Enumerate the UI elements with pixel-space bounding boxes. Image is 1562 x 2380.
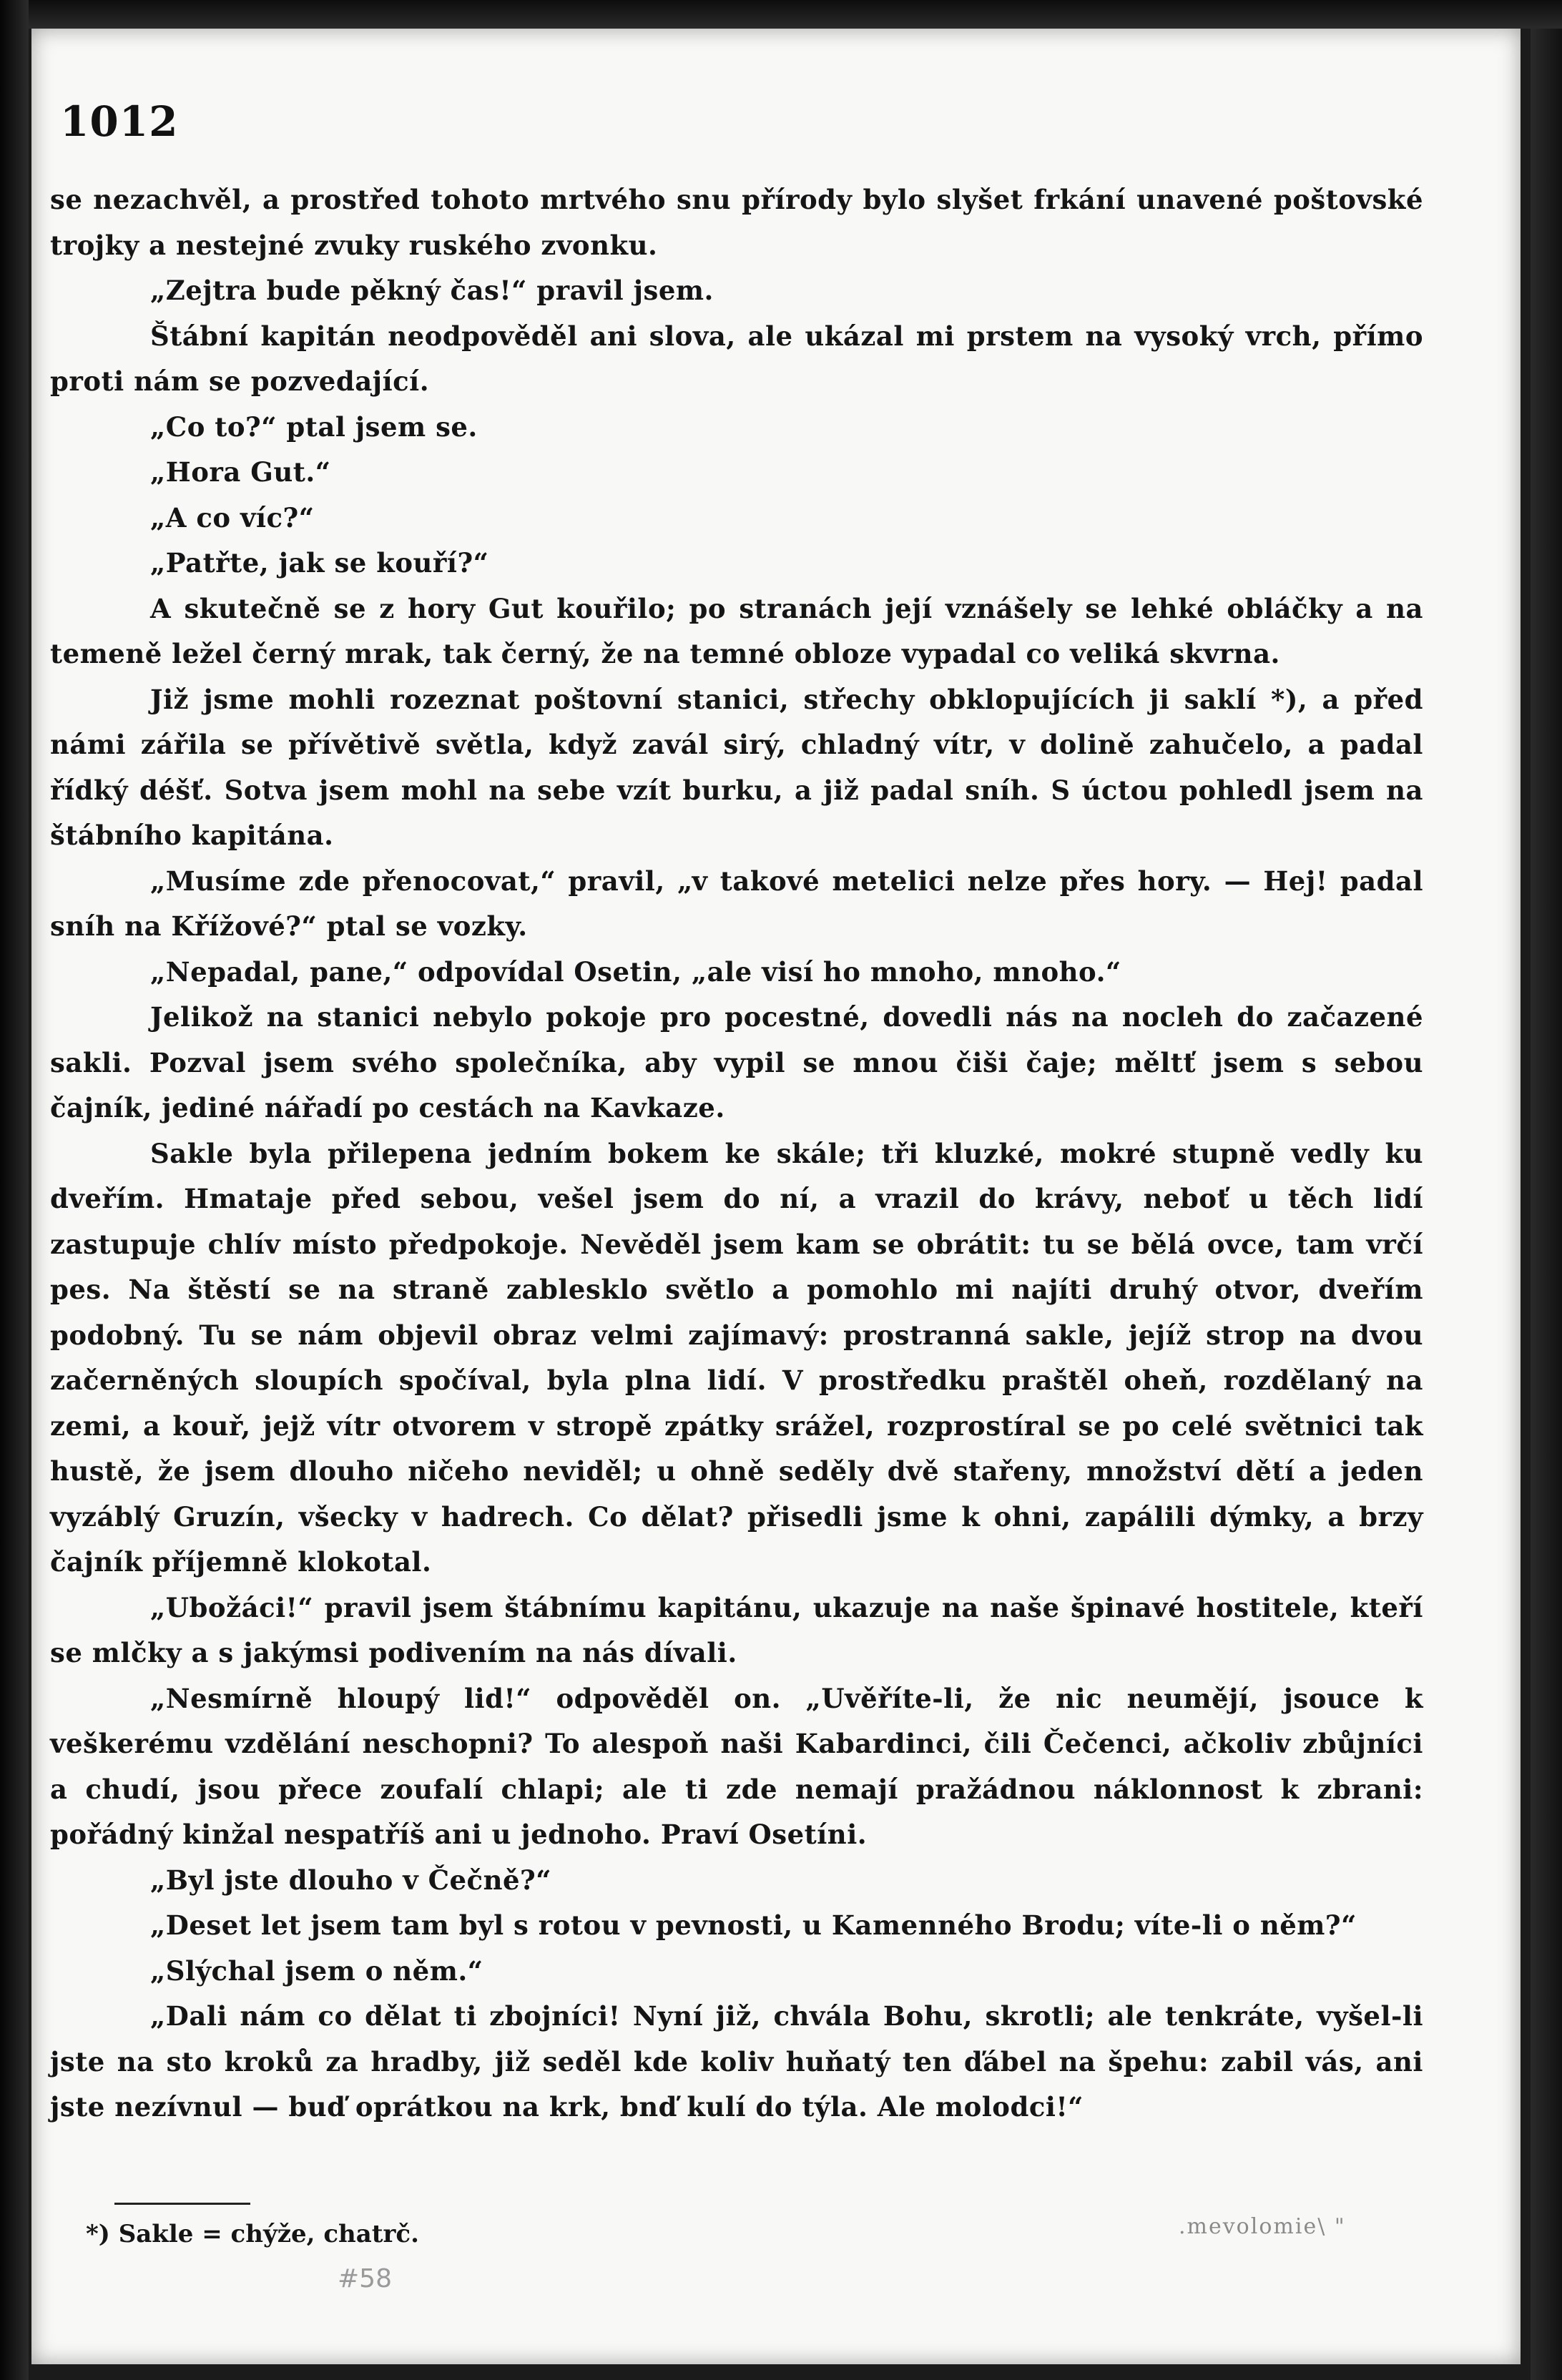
scan-border-right [1531,29,1562,2380]
paragraph: „Nepadal, pane,“ odpovídal Osetin, „ale visí ho mnoho, mnoho.“ [150,955,1121,988]
paragraph: se nezachvěl, a prostřed tohoto mrtvého snu přírody bylo slyšet frkání unavené poštovské trojky a nestejné zvuky ruského zvonku. [50,184,1423,261]
paragraph: Sakle byla přilepena jedním bokem ke skále; tři kluzké, mokré stupně vedly ku dveřím. Hmataje před sebou, vešel jsem do ní, a vrazil do krávy, neboť u těch lidí zastupuje chlív místo předpokoje. Nevěděl jsem kam se obrátit: tu se bělá ovce, tam vrčí pes. Na štěstí se na straně zablesklo světlo a pomohlo mi najíti druhý otvor, dveřím podobný. Tu se nám objevil obraz velmi zajímavý: prostranná sakle, jejíž strop na dvou začerněných sloupích spočíval, byla plna lidí. V prostředku praštěl oheň, rozdělaný na zemi, a kouř, jejž vítr otvorem v stropě zpátky srážel, rozprostíral se po celé světnici tak hustě, že jsem dlouho ničeho neviděl; u ohně seděly dvě stařeny, množství dětí a jeden vyzáblý Gruzín, všecky v hadrech. Co dělat? přisedli jsme k ohni, zapálili dýmky, a brzy čajník příjemně klokotal. [50,1137,1423,1578]
paragraph: Již jsme mohli rozeznat poštovní stanici, střechy obklopujících ji saklí *), a před námi zářila se přívětivě světla, když zavál sirý, chladný vítr, v dolině zahučelo, a padal řídký déšť. Sotva jsem mohl na sebe vzít burku, a již padal sníh. S úctou pohledl jsem na štábního kapitána. [50,683,1423,851]
paragraph: „A co víc?“ [150,501,315,533]
footnote-divider [114,2203,250,2205]
paragraph: „Co to?“ ptal jsem se. [150,410,478,443]
paragraph: „Ubožáci!“ pravil jsem štábnímu kapitánu, ukazuje na naše špinavé hostitele, kteří se mlčky a s jakýmsi podivením na nás dívali. [50,1591,1423,1668]
paragraph: „Zejtra bude pěkný čas!“ pravil jsem. [150,275,714,306]
page-number: 1012 [60,97,179,146]
bleed-through-text: .mevolomie\ " [1179,2214,1346,2239]
paragraph: „Slýchal jsem o něm.“ [150,1954,483,1987]
scan-border-top [0,0,1562,29]
body-text [50,177,1423,2130]
paragraph: „Hora Gut.“ [150,456,331,488]
paragraph: „Deset let jsem tam byl s rotou v pevnosti, u Kamenného Brodu; víte-li o něm?“ [150,1909,1357,1941]
paragraph: Jelikož na stanici nebylo pokoje pro pocestné, dovedli nás na nocleh do začazené sakli. Pozval jsem svého společníka, aby vypil se mnou čiši čaje; měltť jsem s sebou čajník, jediné nářadí po cestách na Kavkaze. [50,1001,1423,1123]
scan-border-left [0,0,29,2380]
paragraph: A skutečně se z hory Gut kouřilo; po stranách její vznášely se lehké obláčky a na temeně ležel černý mrak, tak černý, že na temné obloze vypadal co veliká skvrna. [50,592,1423,669]
paragraph: „Musíme zde přenocovat,“ pravil, „v takové metelici nelze přes hory. — Hej! padal sníh na Křížové?“ ptal se vozky. [50,865,1423,942]
paragraph: „Dali nám co dělat ti zbojníci! Nyní již, chvála Bohu, skrotli; ale tenkráte, vyšel-li jste na sto kroků za hradby, již seděl kde koliv huňatý ten ďábel na špehu: zabil vás, ani jste nezívnul — buď oprátkou na krk, bnď kulí do týla. Ale molodci!“ [50,2000,1423,2123]
paragraph: „Byl jste dlouho v Čečně?“ [150,1864,551,1896]
paragraph: „Patřte, jak se kouří?“ [150,547,489,579]
footnote: *) Sakle = chýže, chatrč. [86,2220,419,2248]
archive-stamp: #58 [338,2264,392,2293]
paragraph: „Nesmírně hloupý lid!“ odpověděl on. „Uvěříte-li, že nic neumějí, jsouce k veškerému vzdělání neschopni? To alespoň naši Kabardinci, čili Čečenci, ačkoliv zbůjníci a chudí, jsou přece zoufalí chlapi; ale ti zde nemají pražádnou náklonnost k zbrani: pořádný kinžal nespatříš ani u jednoho. Praví Osetíni. [50,1682,1423,1850]
paragraph: Štábní kapitán neodpověděl ani slova, ale ukázal mi prstem na vysoký vrch, přímo proti nám se pozvedající. [50,320,1423,397]
